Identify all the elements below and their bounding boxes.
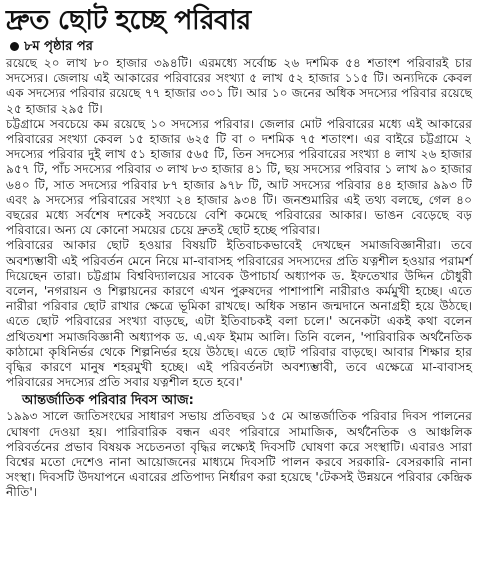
paragraph: চট্টগ্রামে সবচেয়ে কম রয়েছে ১০ সদস্যের পরিবার। জেলার মোট পরিবারের মধ্যে এই আকারের পরিবারের সংখ্যা কেবল ১৫ হাজার ৬২৫ টি বা ০ দশমিক ৭৫ শতাংশ। এর বাইরে চট্টগ্রামে ২ সদস্যের পরিবার দুই লাখ ৫১ হাজার ৫৬৫ টি, তিন সদস্যের পরিবারের সংখ্যা ৪ লাখ ২৬ হাজার ৯৫৭ টি, পাঁচ সদস্যের পরিবার ৩ লাখ ৮৩ হাজার ৪১ টি, ছয় সদস্যের পরিবার ১ লাখ ৯০ হাজার ৬৪০ টি, সাত সদস্যের পরিবার ৮৭ হাজার ৯৭৮ টি, আট সদস্যের পরিবার ৪৪ হাজার ৯৯৩ টি এবং ৯ সদস্যের পরিবারের সংখ্যা ২৪ হাজার ৯৩৪ টি। জনশুমারির এই তথ্য বলছে, গেল ৪০ বছরের মধ্যে সর্বশেষ দশকেই সবচেয়ে বেশি কমেছে পরিবারের আকার। ভাঙন বেড়েছে বড় পরিবারে। অন্য যে কোনো সময়ের চেয়ে দ্রুতই ছোট হচ্ছে পরিবার। (6, 116, 472, 238)
article-headline: দ্রুত ছোট হচ্ছে পরিবার (6, 5, 251, 36)
continued-from-text: ৮ম পৃষ্ঠার পর (24, 39, 93, 54)
continued-from-marker (10, 39, 472, 54)
section-subheading: আন্তর্জাতিক পরিবার দিবস আজ: (22, 393, 194, 409)
paragraph: পরিবারের আকার ছোট হওয়ার বিষয়টি ইতিবাচকভাবেই দেখছেন সমাজবিজ্ঞানীরা। তবে অবশ্যম্ভাবী এই পরিবর্তন মেনে নিয়ে মা-বাবাসহ পরিবারের সদস্যদের প্রতি যত্নশীল হওয়ার পরামর্শ দিয়েছেন তারা। চট্টগ্রাম বিশ্ববিদ্যালয়ের সাবেক উপাচার্য অধ্যাপক ড. ইফতেখার উদ্দিন চৌধুরী বলেন, 'নগরায়ন ও শিল্পায়নের কারণে এখন পুরুষদের পাশাপাশি নারীরাও কর্মমুখী হচ্ছে। এতে নারীরা পরিবার ছোট রাখার ক্ষেত্রে ভূমিকা রাখছে। অধিক সন্তান জন্মদানে অনাগ্রহী হয়ে উঠছে। এতে ছোট পরিবারের সংখ্যা বাড়ছে, এটা ইতিবাচকই বলা চলে।' অনেকটা একই কথা বলেন প্রথিতযশা সমাজবিজ্ঞানী অধ্যাপক ড. এ.এফ ইমাম আলি। তিনি বলেন, 'পারিবারিক অর্থনৈতিক কাঠামো কৃষিনির্ভর থেকে শিল্পনির্ভর হয়ে উঠছে। এতে ছোট পরিবার বাড়ছে। আবার শিক্ষার হার বৃদ্ধির কারণে মানুষ শহরমুখী হচ্ছে। এই পরিবর্তনটা অবশ্যম্ভাবী, তবে এক্ষেত্রে মা-বাবাসহ পরিবারের সদস্যের প্রতি সবার যত্নশীল হতে হবে।' (6, 238, 472, 390)
bullet-icon (10, 42, 19, 51)
paragraph: রয়েছে ২০ লাখ ৮০ হাজার ৩৯৪টি। এরমধ্যে সর্বোচ্চ ২৬ দশমিক ৫৪ শতাংশ পরিবারই চার সদস্যের। জেলায় এই আকারের পরিবারের সংখ্যা ৫ লাখ ৫২ হাজার ১১৫ টি। অন্যদিকে কেবল এক সদস্যের পরিবার রয়েছে ৭৭ হাজার ৩০১ টি। আর ১০ জনের অধিক সদস্যের পরিবার রয়েছে ২৫ হাজার ২৯৫ টি। (6, 56, 472, 116)
article-body (6, 56, 472, 501)
paragraph: ১৯৯৩ সালে জাতিসংঘের সাধারণ সভায় প্রতিবছর ১৫ মে আন্তর্জাতিক পরিবার দিবস পালনের ঘোষণা দেওয়া হয়। পারিবারিক বন্ধন এবং পরিবারে সামাজিক, অর্থনৈতিক ও আঞ্চলিক পরিবর্তনের প্রভাব বিষয়ক সচেতনতা বৃদ্ধির লক্ষ্যেই দিবসটি ঘোষণা করে সংস্থাটি। এবারও সারা বিশ্বের মতো দেশেও নানা আয়োজনের মাধ্যমে দিবসটি পালন করবে সরকারি- বেসরকারি নানা সংস্থা। দিবসটি উদযাপনে এবারের প্রতিপাদ্য নির্ধারণ করা হয়েছে 'টেকসই উন্নয়নে পরিবার কেন্দ্রিক নীতি'। (6, 409, 472, 500)
